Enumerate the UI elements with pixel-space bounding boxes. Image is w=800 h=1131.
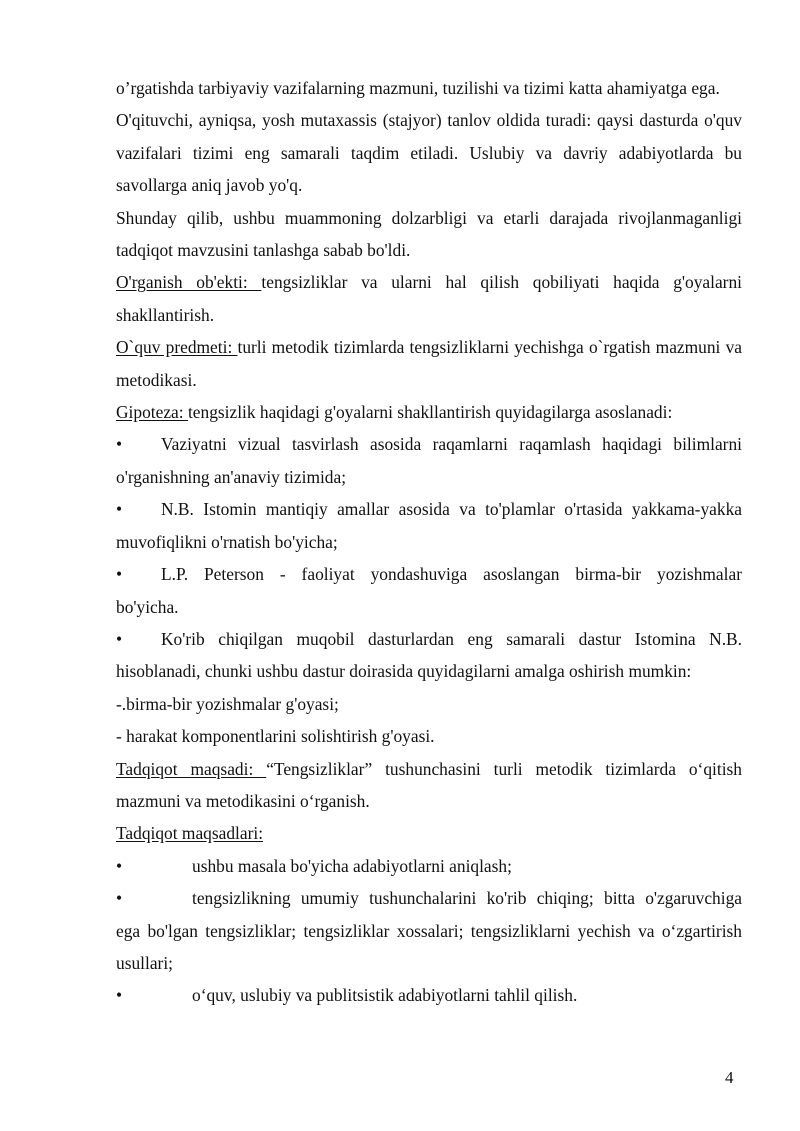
research-goal-label: Tadqiqot maqsadi:	[116, 758, 267, 779]
hypothesis-bullet-1	[116, 428, 742, 493]
paragraph-hypothesis	[116, 396, 742, 428]
paragraph-study-object	[116, 266, 742, 331]
task-item-2	[116, 882, 742, 979]
page-number: 4	[725, 1068, 734, 1087]
research-goal-text: “Tengsizliklar” tushunchasini turli metodik tizimlarda o‘qitish mazmuni va metodikasini o‘rganish.	[116, 758, 742, 811]
bullet-4-first-line: Ko'rib chiqilgan muqobil dasturlardan eng samarali dastur Istomina N.B.	[161, 628, 742, 649]
bullet-icon: •	[116, 499, 123, 520]
task-2-rest: ega bo'lgan tengsizliklar; tengsizliklar xossalari; tengsizliklarni yechish va o‘zgartirish usullari;	[116, 920, 742, 973]
bullet-icon: •	[116, 888, 123, 909]
paragraph-teacher-choice: O'qituvchi, ayniqsa, yosh mutaxassis (stajyor) tanlov oldida turadi: qaysi dasturda o'quv vazifalari tizimi eng samarali taqdim etiladi. Uslubiy va davriy adabiyotlarda bu savollarga aniq javob yo'q.	[116, 110, 742, 196]
bullet-4-rest: hisoblanadi, chunki ushbu dastur doirasida quyidagilarni amalga oshirish mumkin:	[116, 661, 692, 682]
bullet-icon: •	[116, 985, 123, 1006]
bullet-3-rest: bo'yicha.	[116, 596, 179, 617]
bullet-icon: •	[116, 434, 123, 455]
bullet-2-first-line: N.B. Istomin mantiqiy amallar asosida va to'plamlar o'rtasida yakkama-yakka	[161, 499, 742, 520]
page-body	[116, 72, 742, 1012]
hypothesis-bullet-2	[116, 493, 742, 558]
task-3-text: o‘quv, uslubiy va publitsistik adabiyotlarni tahlil qilish.	[192, 985, 578, 1006]
bullet-2-rest: muvofiqlikni o'rnatish bo'yicha;	[116, 531, 338, 552]
hypothesis-label: Gipoteza:	[116, 402, 188, 423]
paragraph-study-subject	[116, 331, 742, 396]
dash-item-1: -.birma-bir yozishmalar g'oyasi;	[116, 693, 339, 714]
study-subject-label: O`quv predmeti:	[116, 337, 238, 358]
paragraph-intro: o’rgatishda tarbiyaviy vazifalarning mazmuni, tuzilishi va tizimi katta ahamiyatga ega.	[116, 78, 720, 98]
task-1-text: ushbu masala bo'yicha adabiyotlarni aniqlash;	[192, 855, 512, 876]
hypothesis-text: tengsizlik haqidagi g'oyalarni shakllantirish quyidagilarga asoslanadi:	[187, 402, 673, 423]
task-item-1	[116, 850, 742, 882]
task-item-3	[116, 979, 742, 1011]
study-object-text: tengsizliklar va ularni hal qilish qobiliyati haqida g'oyalarni shakllantirish.	[116, 272, 743, 325]
bullet-1-rest: o'rganishning an'anaviy tizimida;	[116, 466, 347, 487]
research-tasks-heading	[116, 817, 742, 849]
study-subject-text: turli metodik tizimlarda tengsizliklarni yechishga o`rgatish mazmuni va metodikasi.	[116, 337, 743, 390]
bullet-1-first-line: Vaziyatni vizual tasvirlash asosida raqamlarni raqamlash haqidagi bilimlarni	[161, 434, 742, 455]
dash-item-2: - harakat komponentlarini solishtirish g'oyasi.	[116, 726, 435, 747]
hypothesis-bullet-4	[116, 623, 742, 688]
study-object-label: O'rganish ob'ekti:	[116, 272, 262, 293]
bullet-icon: •	[116, 628, 123, 649]
bullet-icon: •	[116, 855, 123, 876]
paragraph-relevance: Shunday qilib, ushbu muammoning dolzarbligi va etarli darajada rivojlanmaganligi tadqiqot mavzusini tanlashga sabab bo'ldi.	[116, 207, 742, 261]
bullet-3-first-line: L.P. Peterson - faoliyat yondashuviga asoslangan birma-bir yozishmalar	[161, 564, 742, 585]
research-tasks-label: Tadqiqot maqsadlari:	[116, 823, 264, 844]
task-2-first-line: tengsizlikning umumiy tushunchalarini ko'rib chiqing; bitta o'zgaruvchiga	[192, 888, 742, 909]
bullet-icon: •	[116, 564, 123, 585]
paragraph-research-goal	[116, 753, 742, 818]
hypothesis-bullet-3	[116, 558, 742, 623]
